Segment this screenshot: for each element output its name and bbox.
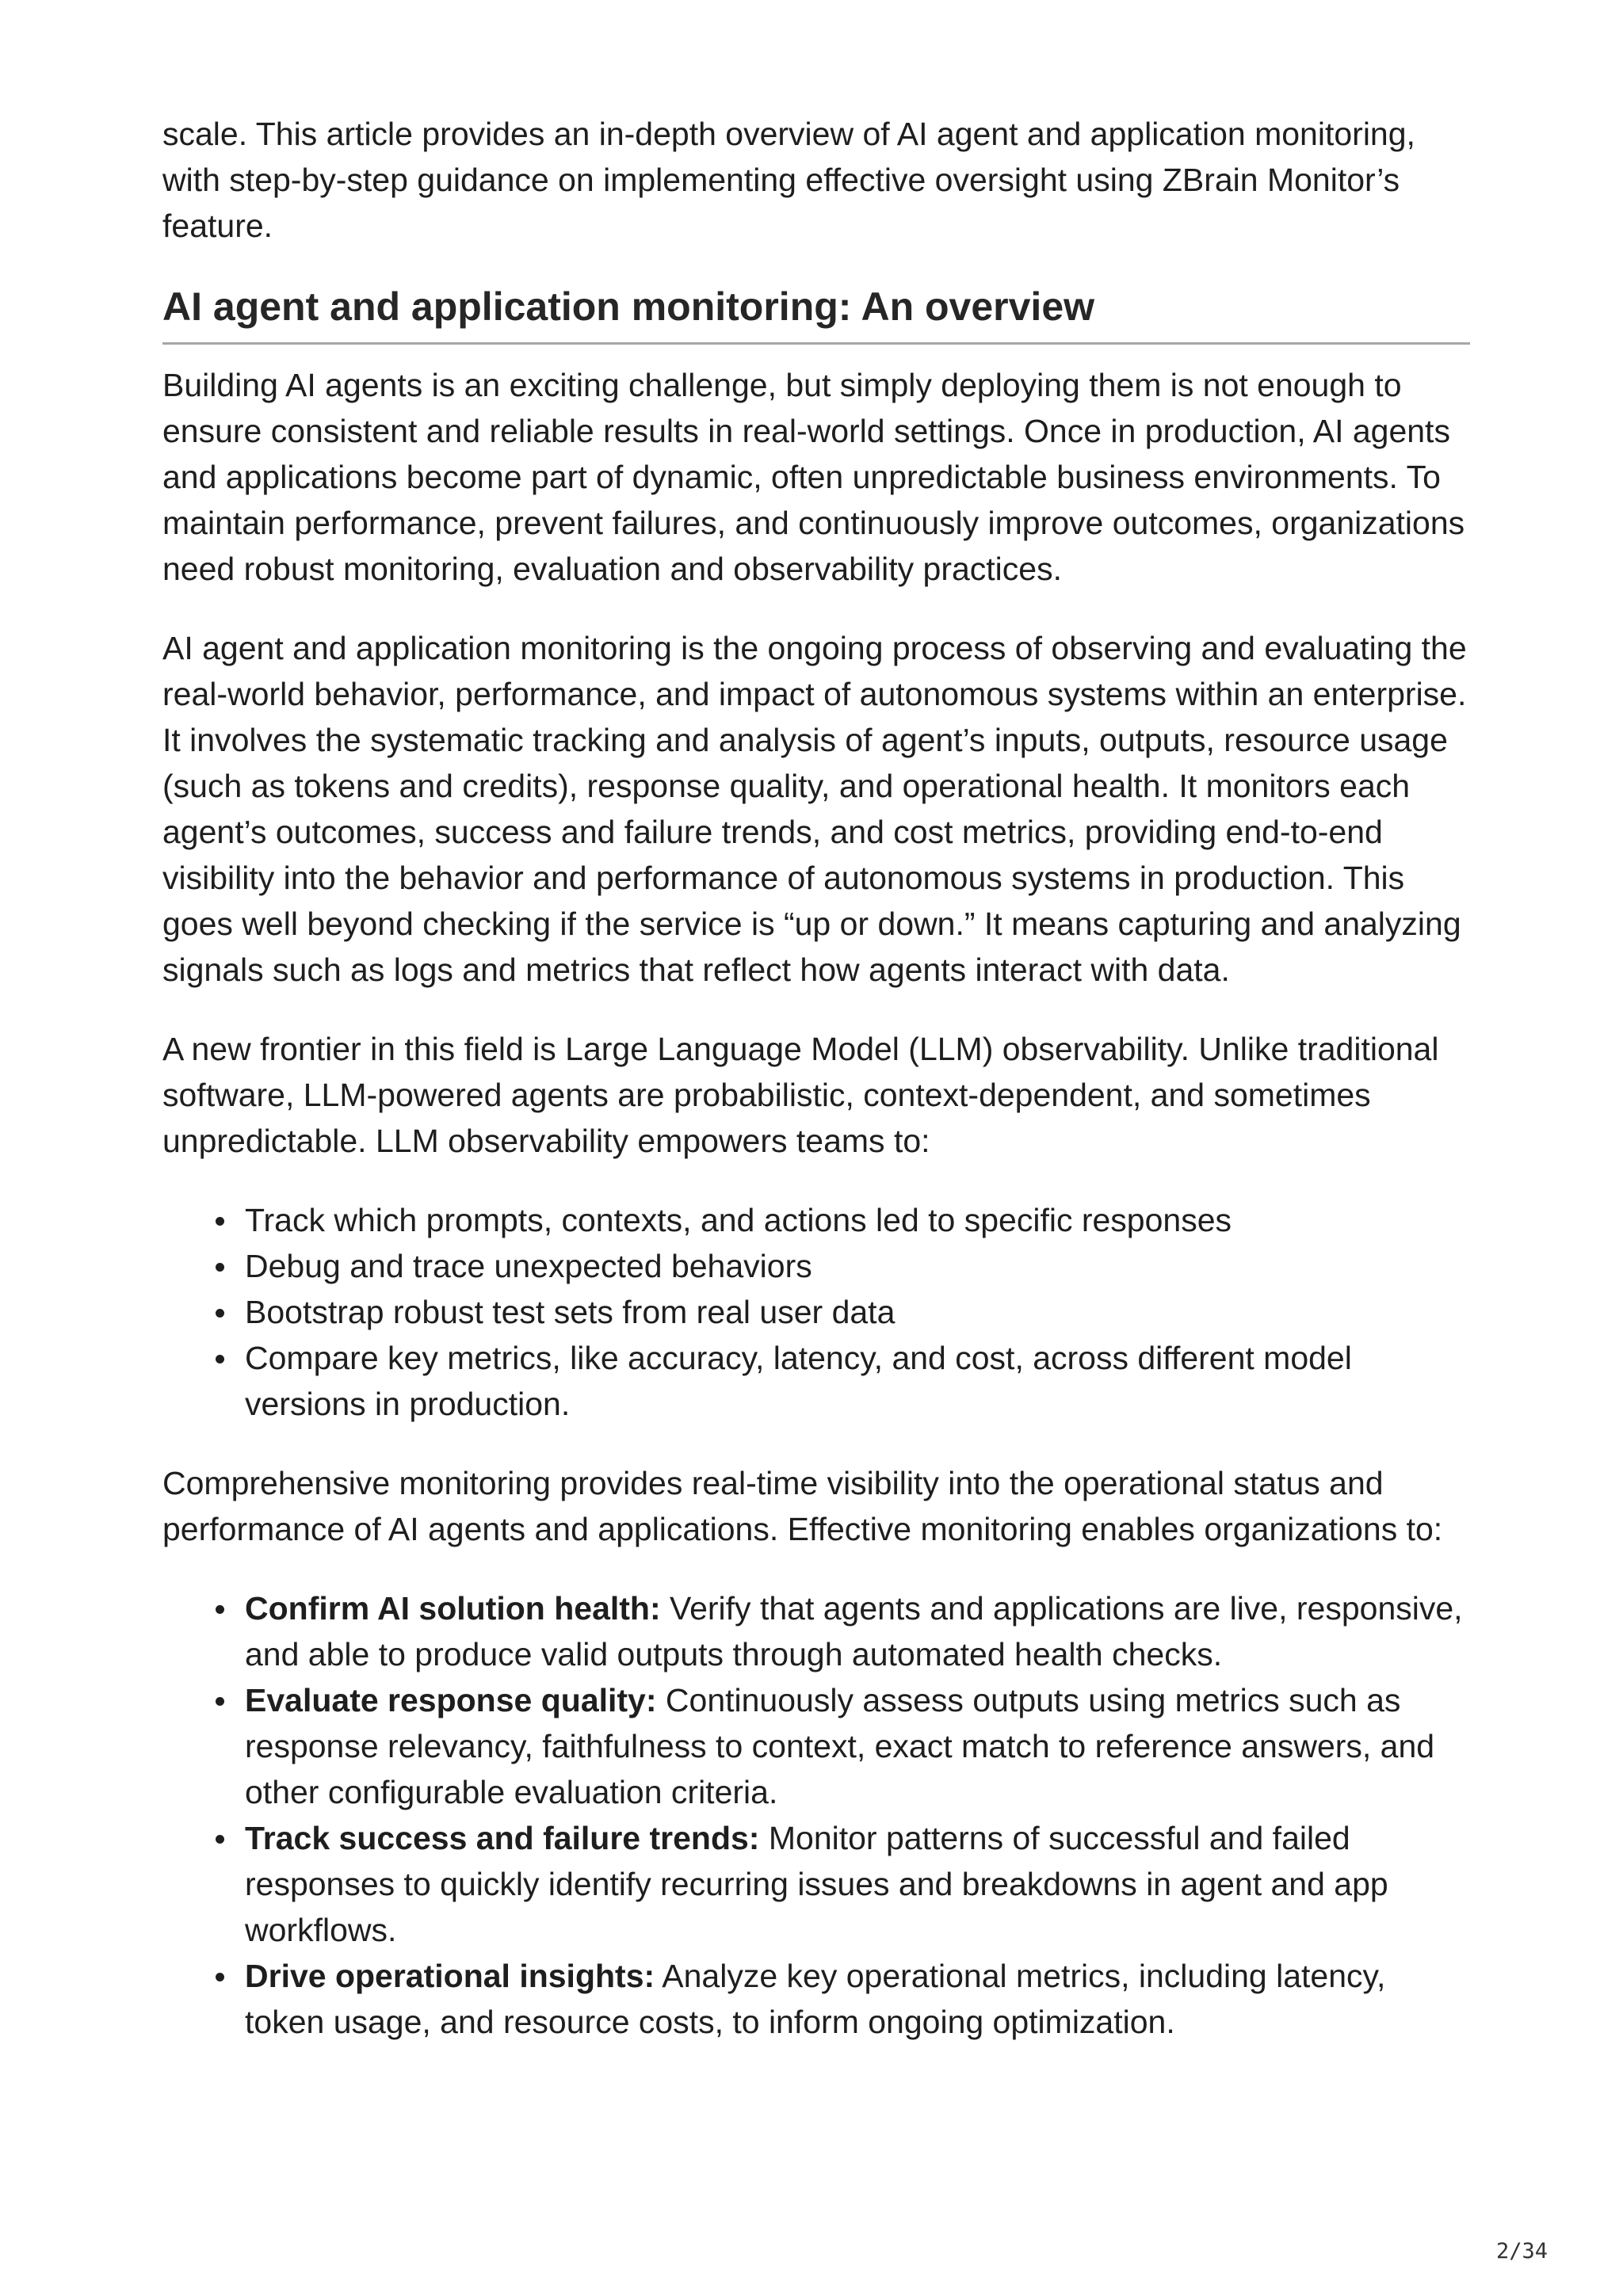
list-item [245, 1815, 1470, 1953]
section-heading: AI agent and application monitoring: An overview [162, 279, 1470, 345]
paragraph-monitoring-definition: AI agent and application monitoring is the ongoing process of observing and evaluating the real-world behavior, performance, and impact of autonomous systems within an enterprise. It involves the systematic tracking and analysis of agent’s inputs, outputs, resource usage (such as tokens and credits), response quality, and operational health. It monitors each agent’s outcomes, success and failure trends, and cost metrics, providing end-to-end visibility into the behavior and performance of autonomous systems in production. This goes well beyond checking if the service is “up or down.” It means capturing and analyzing signals such as logs and metrics that reflect how agents interact with data. [162, 630, 1467, 988]
list-item [245, 1953, 1470, 2045]
document-page [162, 111, 1470, 2078]
list-item: Track which prompts, contexts, and actions led to specific responses [245, 1197, 1470, 1243]
benefit-text: Monitor patterns of successful and failed responses to quickly identify recurring issues and breakdowns in agent and app workflows. [245, 1820, 1388, 1948]
page-number: 2/34 [1495, 2239, 1548, 2264]
llm-observability-list [162, 1197, 1470, 1427]
benefit-term: Confirm AI solution health: [245, 1590, 661, 1627]
list-item: Compare key metrics, like accuracy, latency, and cost, across different model versions in production. [245, 1335, 1470, 1427]
list-item: Bootstrap robust test sets from real user data [245, 1289, 1470, 1335]
benefit-term: Track success and failure trends: [245, 1820, 760, 1856]
benefit-term: Evaluate response quality: [245, 1682, 657, 1718]
benefit-text: Continuously assess outputs using metrics such as response relevancy, faithfulness to context, exact match to reference answers, and other configurable evaluation criteria. [245, 1682, 1435, 1810]
paragraph-building-agents: Building AI agents is an exciting challenge, but simply deploying them is not enough to ensure consistent and reliable results in real-world settings. Once in production, AI agents and applications become part of dynamic, often unpredictable business environments. To maintain performance, prevent failures, and continuously improve outcomes, organizations need robust monitoring, evaluation and observability practices. [162, 367, 1465, 587]
paragraph-llm-observability: A new frontier in this field is Large Language Model (LLM) observability. Unlike traditional software, LLM-powered agents are probabilistic, context-dependent, and sometimes unpredictable. LLM observability empowers teams to: [162, 1031, 1439, 1159]
list-item: Debug and trace unexpected behaviors [245, 1243, 1470, 1289]
intro-paragraph: scale. This article provides an in-depth overview of AI agent and application monitoring, with step-by-step guidance on implementing effective oversight using ZBrain Monitor’s feature. [162, 116, 1415, 244]
benefit-text: Analyze key operational metrics, including latency, token usage, and resource costs, to inform ongoing optimization. [245, 1958, 1386, 2040]
monitoring-benefits-list [162, 1585, 1470, 2045]
list-item [245, 1677, 1470, 1815]
benefit-term: Drive operational insights: [245, 1958, 655, 1994]
list-item [245, 1585, 1470, 1677]
paragraph-comprehensive-monitoring: Comprehensive monitoring provides real-time visibility into the operational status and performance of AI agents and applications. Effective monitoring enables organizations to: [162, 1465, 1443, 1547]
benefit-text: Verify that agents and applications are live, responsive, and able to produce valid outputs through automated health checks. [245, 1590, 1463, 1672]
